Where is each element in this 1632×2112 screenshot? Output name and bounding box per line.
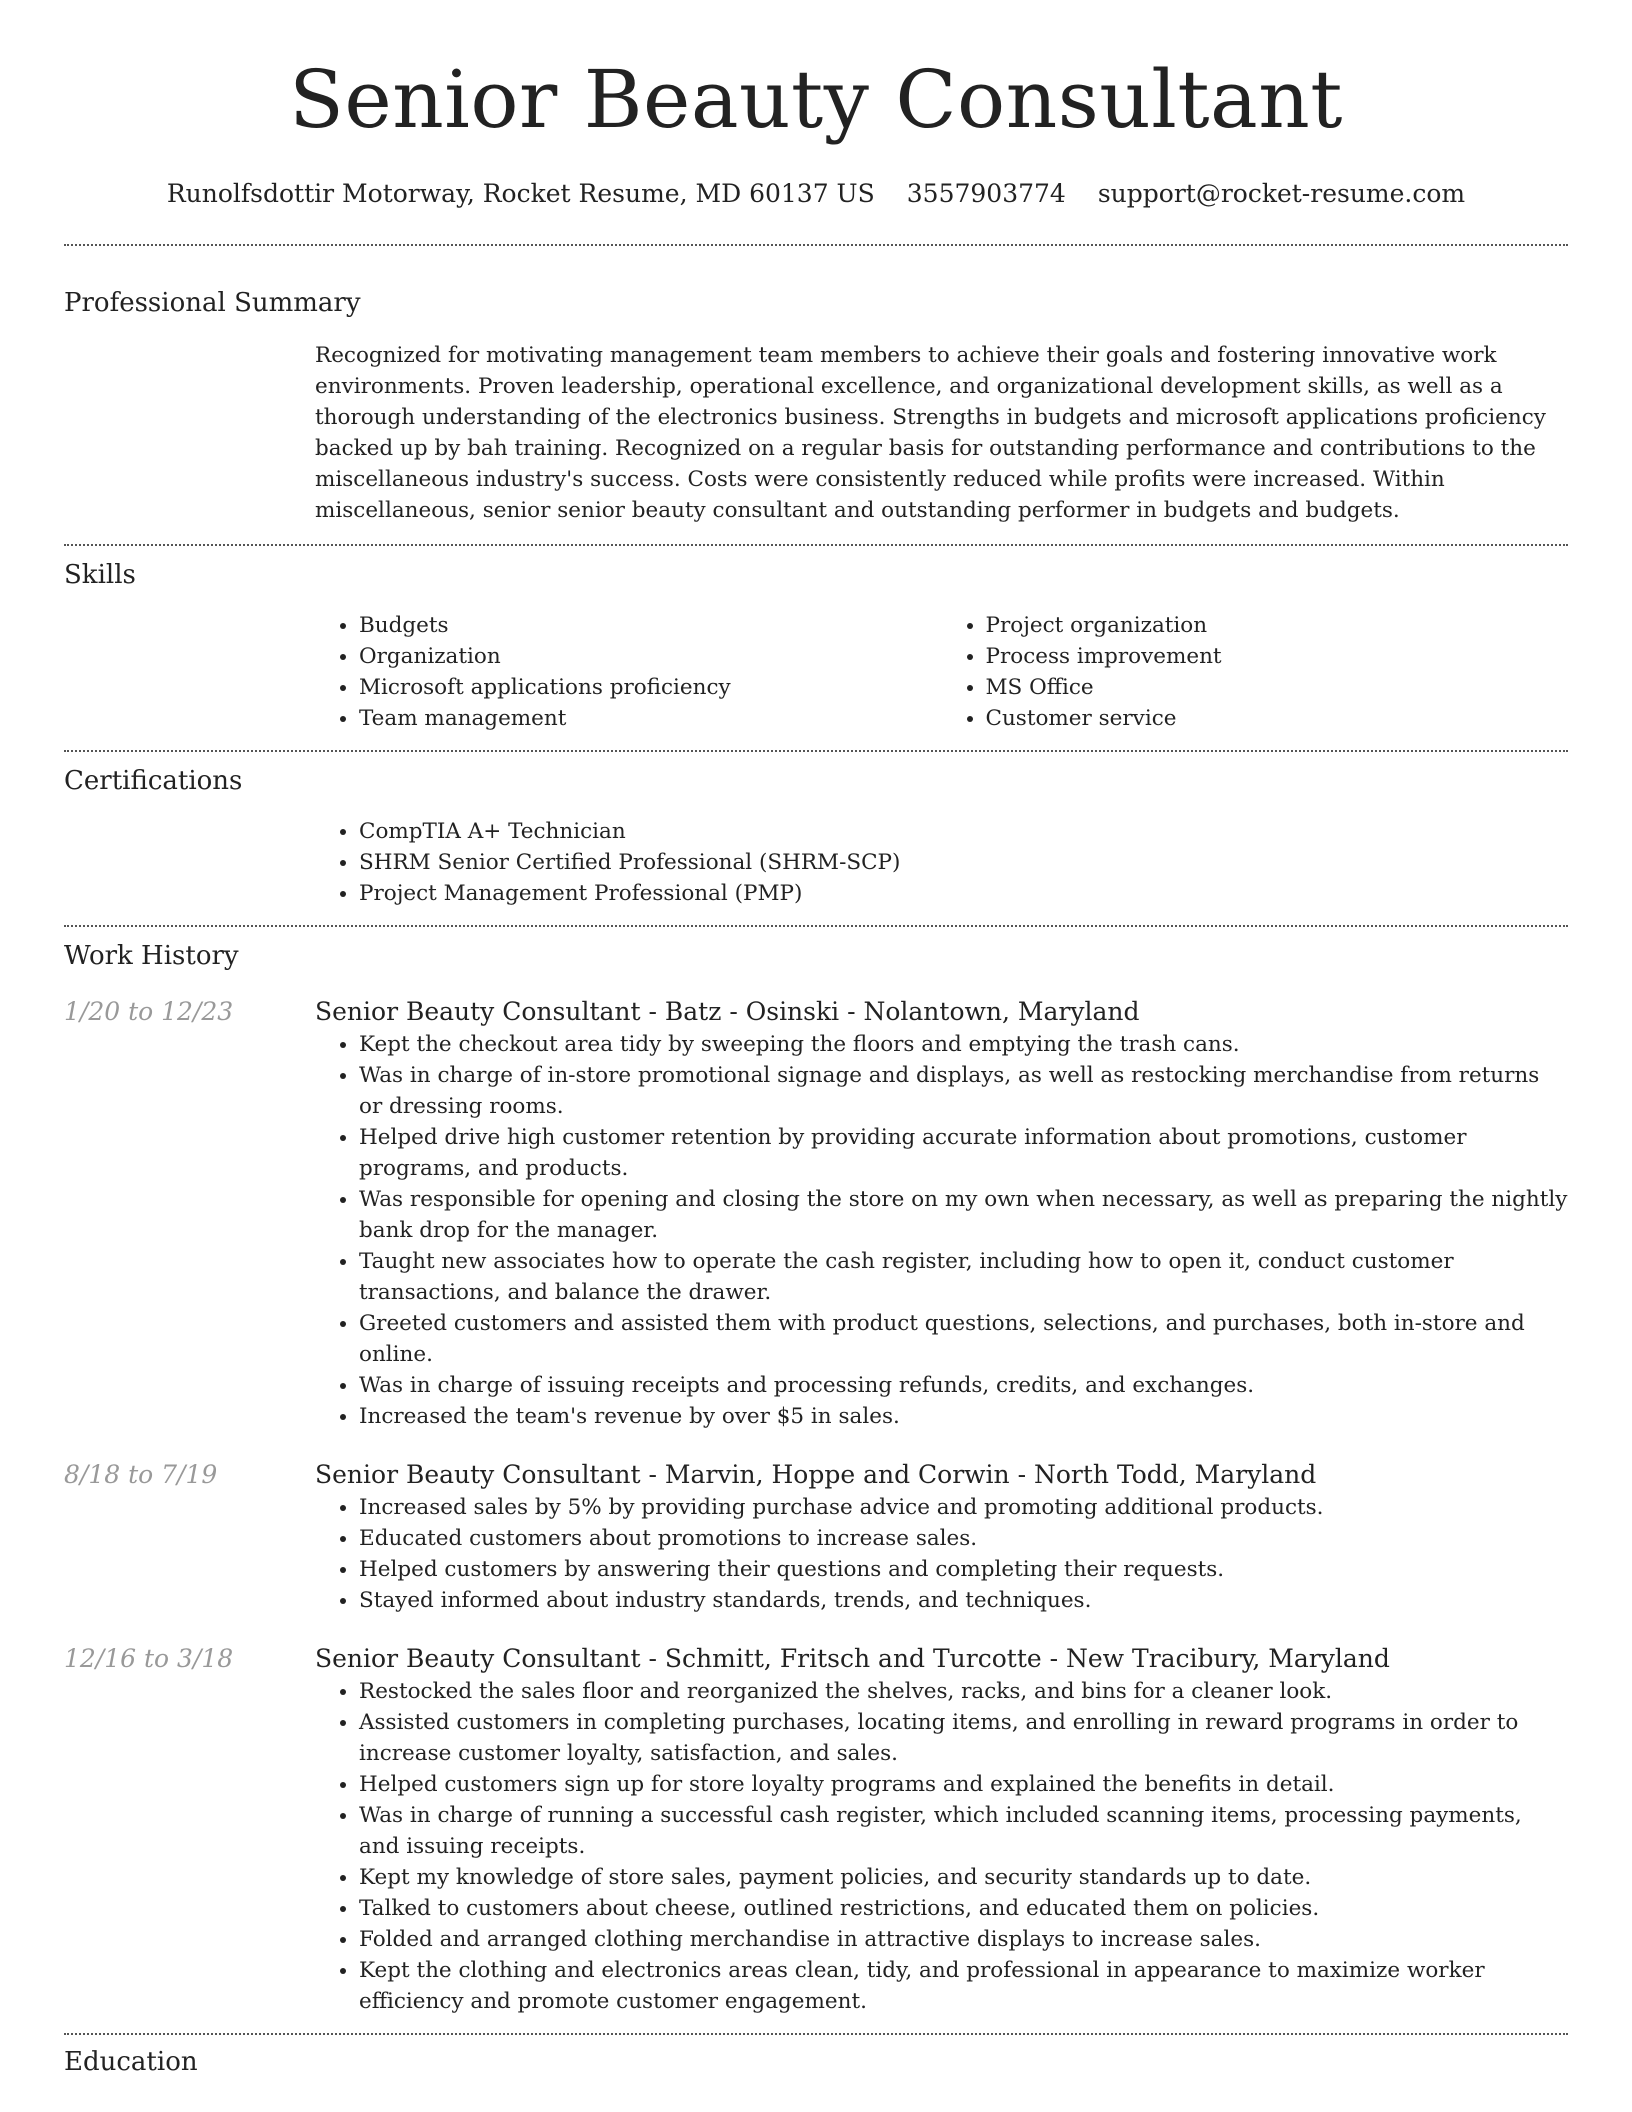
job-details xyxy=(315,1642,1568,2017)
job-bullet: • Taught new associates how to operate the cash register, including how to open it, conduct customer transactions, and balance the drawer. xyxy=(359,1246,1568,1308)
job-bullet: • Kept the clothing and electronics areas clean, tidy, and professional in appearance to maximize worker efficiency and promote customer engagement. xyxy=(359,1955,1568,2017)
summary-title: Professional Summary xyxy=(64,288,361,318)
job-entry xyxy=(64,995,1568,1432)
job-bullet: • Helped drive high customer retention by providing accurate information about promotions, customer programs, and products. xyxy=(359,1122,1568,1184)
job-dates: 1/20 to 12/23 xyxy=(64,997,234,1026)
job-bullet: • Increased sales by 5% by providing purchase advice and promoting additional products. xyxy=(359,1492,1568,1523)
job-bullet: • Kept the checkout area tidy by sweeping the floors and emptying the trash cans. xyxy=(359,1029,1568,1060)
certifications-list xyxy=(315,816,1568,909)
candidate-name: Senior Beauty Consultant xyxy=(289,53,1343,146)
certification-item: • Project Management Professional (PMP) xyxy=(359,878,1568,909)
skill-item: • Microsoft applications proficiency xyxy=(359,672,942,703)
certifications-list-wrap xyxy=(315,816,1568,909)
contact-phone: 3557903774 xyxy=(906,179,1066,208)
job-title: Senior Beauty Consultant - Marvin, Hoppe and Corwin - North Todd, Maryland xyxy=(315,1460,1317,1489)
job-dates: 12/16 to 3/18 xyxy=(64,1644,234,1673)
education-section xyxy=(64,2045,1568,2079)
job-bullet: • Stayed informed about industry standards, trends, and techniques. xyxy=(359,1585,1568,1616)
job-bullet: • Assisted customers in completing purchases, locating items, and enrolling in reward programs in order to increase customer loyalty, satisfaction, and sales. xyxy=(359,1707,1568,1769)
job-bullet: • Talked to customers about cheese, outlined restrictions, and educated them on policies. xyxy=(359,1893,1568,1924)
summary-text: Recognized for motivating management team members to achieve their goals and fostering innovative work environments. Proven leadership, operational excellence, and organizational development skills, as well as a thorough understanding of the electronics business. Strengths in budgets and microsoft applications proficiency backed up by bah training. Recognized on a regular basis for outstanding performance and contributions to the miscellaneous industry's success. Costs were consistently reduced while profits were increased. Within miscellaneous, senior senior beauty consultant and outstanding performer in budgets and budgets. xyxy=(315,343,1546,523)
skill-item: • Budgets xyxy=(359,610,942,641)
job-dates: 8/18 to 7/19 xyxy=(64,1460,218,1489)
work-history-divider xyxy=(64,2033,1568,2035)
certifications-section xyxy=(64,764,1568,909)
skill-item: • Organization xyxy=(359,641,942,672)
skills-grid xyxy=(315,610,1568,734)
skills-list-right xyxy=(942,610,1569,734)
skills-section xyxy=(64,558,1568,734)
education-title: Education xyxy=(64,2047,198,2077)
summary-section xyxy=(64,286,1568,526)
header-divider xyxy=(64,244,1568,246)
job-bullet: • Was in charge of issuing receipts and processing refunds, credits, and exchanges. xyxy=(359,1370,1568,1401)
job-entry xyxy=(64,1458,1568,1616)
skills-divider xyxy=(64,750,1568,752)
job-bullet: • Was in charge of in-store promotional signage and displays, as well as restocking merchandise from returns or dressing rooms. xyxy=(359,1060,1568,1122)
contact-address: Runolfsdottir Motorway, Rocket Resume, MD 60137 US xyxy=(166,179,875,208)
certification-item: • CompTIA A+ Technician xyxy=(359,816,1568,847)
job-bullets xyxy=(315,1676,1568,2017)
job-bullet: • Was responsible for opening and closing the store on my own when necessary, as well as preparing the nightly bank drop for the manager. xyxy=(359,1184,1568,1246)
contact-email: support@rocket-resume.com xyxy=(1097,179,1466,208)
skill-item: • Process improvement xyxy=(986,641,1569,672)
job-details xyxy=(315,995,1568,1432)
job-bullets xyxy=(315,1492,1568,1616)
skill-item: • Team management xyxy=(359,703,942,734)
job-title: Senior Beauty Consultant - Batz - Osinski - Nolantown, Maryland xyxy=(315,997,1140,1026)
job-bullet: • Educated customers about promotions to increase sales. xyxy=(359,1523,1568,1554)
contact-line xyxy=(64,178,1568,210)
skills-list-left xyxy=(315,610,942,734)
certification-item: • SHRM Senior Certified Professional (SHRM-SCP) xyxy=(359,847,1568,878)
work-history-title: Work History xyxy=(64,941,239,971)
summary-divider xyxy=(64,544,1568,546)
skills-title: Skills xyxy=(64,560,136,590)
job-bullet: • Helped customers by answering their questions and completing their requests. xyxy=(359,1554,1568,1585)
job-bullets xyxy=(315,1029,1568,1432)
job-title: Senior Beauty Consultant - Schmitt, Fritsch and Turcotte - New Tracibury, Maryland xyxy=(315,1644,1390,1673)
job-bullet: • Kept my knowledge of store sales, payment policies, and security standards up to date. xyxy=(359,1862,1568,1893)
job-entry xyxy=(64,1642,1568,2017)
certifications-divider xyxy=(64,925,1568,927)
skill-item: • Customer service xyxy=(986,703,1569,734)
job-bullet: • Was in charge of running a successful cash register, which included scanning items, processing payments, and issuing receipts. xyxy=(359,1800,1568,1862)
skill-item: • Project organization xyxy=(986,610,1569,641)
job-bullet: • Greeted customers and assisted them with product questions, selections, and purchases, both in-store and online. xyxy=(359,1308,1568,1370)
job-details xyxy=(315,1458,1568,1616)
work-history-section xyxy=(64,939,1568,2017)
job-bullet: • Helped customers sign up for store loyalty programs and explained the benefits in detail. xyxy=(359,1769,1568,1800)
job-bullet: • Folded and arranged clothing merchandise in attractive displays to increase sales. xyxy=(359,1924,1568,1955)
job-bullet: • Increased the team's revenue by over $5 in sales. xyxy=(359,1401,1568,1432)
job-bullet: • Restocked the sales floor and reorganized the shelves, racks, and bins for a cleaner look. xyxy=(359,1676,1568,1707)
certifications-title: Certifications xyxy=(64,766,243,796)
skill-item: • MS Office xyxy=(986,672,1569,703)
